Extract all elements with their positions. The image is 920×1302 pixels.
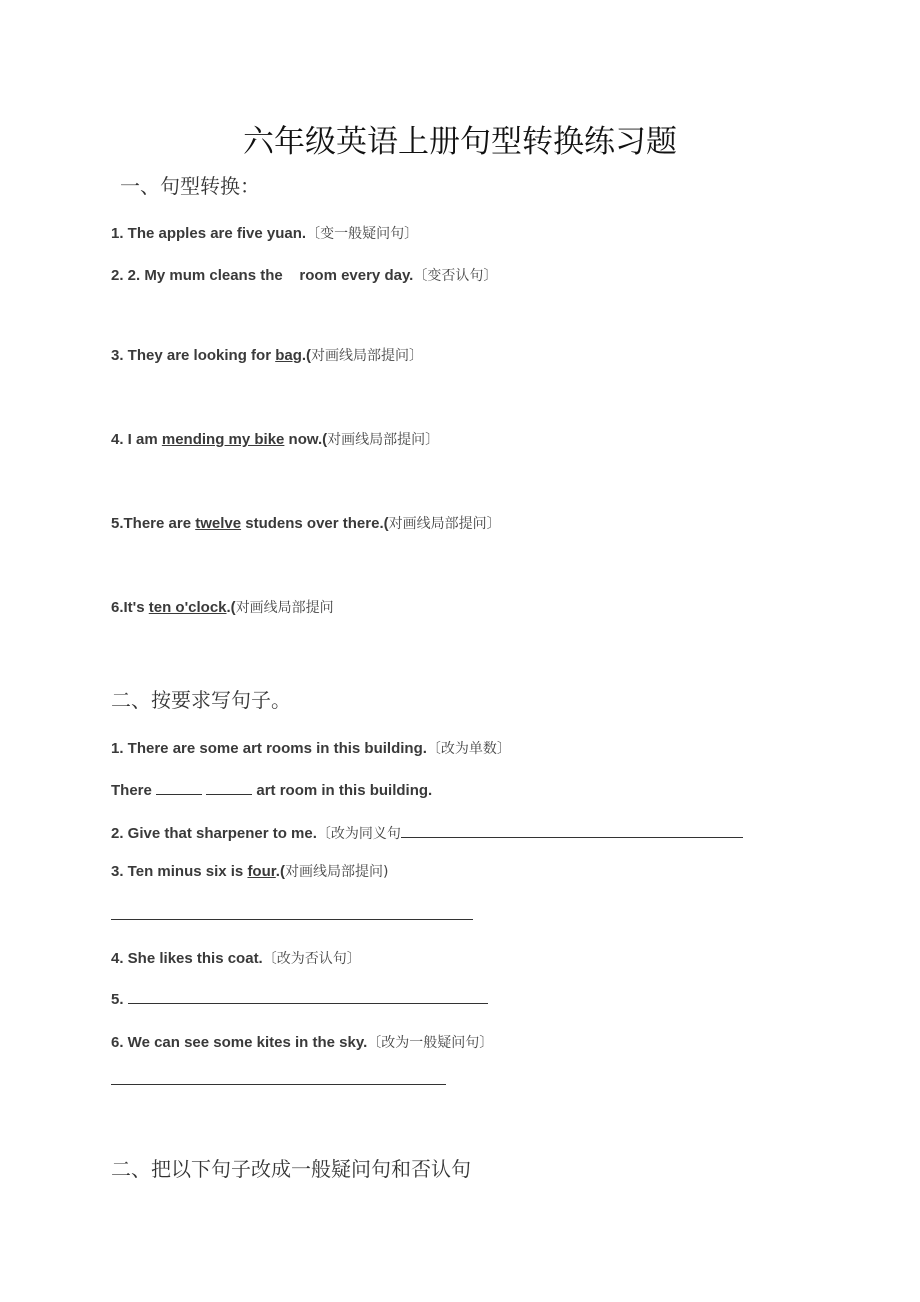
instruction: 对画线局部提问 bbox=[235, 600, 334, 616]
instruction: 对画线局部提问〕 bbox=[311, 348, 424, 364]
question-2-4 bbox=[111, 949, 361, 969]
instruction: 〔改为同义句 bbox=[316, 826, 401, 842]
question-text: 1. The apples are five yuan. bbox=[111, 225, 307, 242]
question-2-2 bbox=[111, 823, 743, 844]
underlined-word: bag bbox=[275, 347, 302, 364]
question-text: 6.It's bbox=[111, 599, 149, 616]
instruction: 对画线局部提问) bbox=[284, 864, 389, 880]
question-text: .( bbox=[275, 863, 285, 880]
instruction: 〔变一般疑问句〕 bbox=[306, 226, 419, 242]
underlined-word: four bbox=[247, 863, 276, 880]
question-text: 1. There are some art rooms in this building. bbox=[111, 740, 427, 757]
question-1-4 bbox=[111, 430, 439, 450]
question-2-6 bbox=[111, 1033, 493, 1053]
answer-line[interactable] bbox=[401, 823, 743, 838]
instruction: 〔改为否认句〕 bbox=[262, 951, 361, 967]
instruction: 对画线局部提问〕 bbox=[388, 516, 501, 532]
instruction: 〔改为单数〕 bbox=[426, 741, 511, 757]
question-2-3-answer bbox=[111, 905, 473, 926]
question-text: .( bbox=[301, 347, 312, 364]
question-2-6-answer bbox=[111, 1070, 446, 1091]
instruction: 〔改为一般疑问句〕 bbox=[367, 1035, 494, 1051]
question-2-1 bbox=[111, 739, 511, 759]
question-1-1 bbox=[111, 224, 418, 244]
instruction: 对画线局部提问〕 bbox=[327, 432, 440, 448]
question-text: art room in this building. bbox=[252, 782, 433, 799]
question-text: There bbox=[111, 782, 152, 799]
answer-blank[interactable] bbox=[206, 780, 252, 795]
section2-heading: 二、按要求写句子。 bbox=[111, 688, 291, 712]
question-text: 4. I am bbox=[111, 431, 162, 448]
question-1-2 bbox=[111, 266, 497, 286]
question-1-6 bbox=[111, 598, 334, 618]
question-text: 5.There are bbox=[111, 515, 196, 532]
question-text: 3. They are looking for bbox=[111, 347, 276, 364]
question-text: 3. Ten minus six is bbox=[111, 863, 248, 880]
page-title: 六年级英语上册句型转换练习题 bbox=[243, 124, 677, 160]
question-text: .( bbox=[226, 599, 236, 616]
question-text: studens over there.( bbox=[241, 515, 389, 532]
question-text: 6. We can see some kites in the sky. bbox=[111, 1034, 368, 1051]
underlined-word: twelve bbox=[195, 515, 242, 532]
question-text: 2. Give that sharpener to me. bbox=[111, 825, 317, 842]
instruction: 〔变否认句〕 bbox=[413, 268, 498, 284]
question-2-5 bbox=[111, 989, 488, 1010]
answer-blank[interactable] bbox=[156, 780, 202, 795]
underlined-word: ten o'clock bbox=[148, 599, 227, 616]
answer-line[interactable] bbox=[111, 905, 473, 920]
underlined-word: mending my bike bbox=[161, 431, 285, 448]
question-1-3 bbox=[111, 346, 423, 366]
question-1-5 bbox=[111, 514, 501, 534]
question-text: 4. She likes this coat. bbox=[111, 950, 263, 967]
question-2-1-answer bbox=[111, 780, 432, 801]
section1-heading: 一、句型转换： bbox=[120, 174, 260, 198]
section3-heading: 二、把以下句子改成一般疑问句和否认句 bbox=[111, 1157, 471, 1181]
question-text: 5. bbox=[111, 991, 128, 1008]
answer-line[interactable] bbox=[111, 1070, 446, 1085]
question-2-3 bbox=[111, 862, 388, 882]
answer-line[interactable] bbox=[128, 989, 488, 1004]
question-text: now.( bbox=[284, 431, 328, 448]
question-text: 2. 2. My mum cleans the room every day. bbox=[111, 267, 414, 284]
